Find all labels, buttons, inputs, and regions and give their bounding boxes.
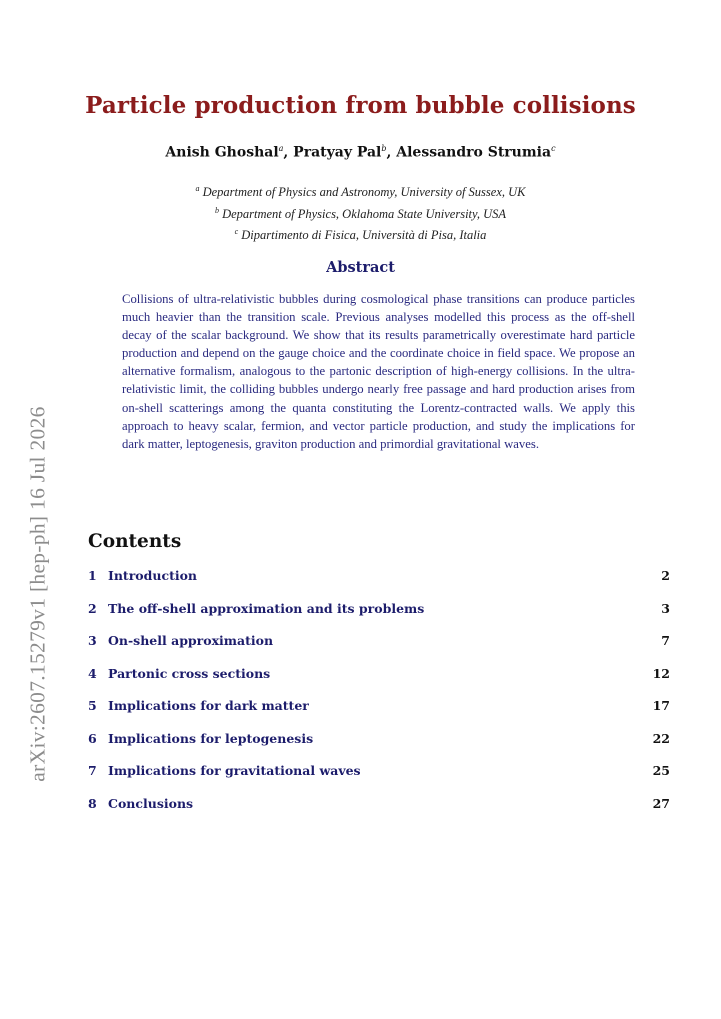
toc-title: Implications for gravitational waves	[108, 763, 361, 778]
toc-entry-gravitational-waves[interactable]	[88, 763, 670, 781]
author-mark: b	[381, 144, 387, 153]
toc-number: 4	[88, 666, 97, 681]
arxiv-stamp-text: arXiv:2607.15279v1 [hep-ph] 16 Jul 2026	[25, 406, 50, 782]
author-mark: c	[551, 144, 556, 153]
affiliation-text: Department of Physics and Astronomy, University of Sussex, UK	[202, 185, 526, 200]
toc-number: 6	[88, 731, 97, 746]
toc-title: The off-shell approximation and its problems	[108, 601, 425, 616]
toc-page: 25	[652, 763, 670, 778]
author-list: Anish Ghoshal$^a$, Pratyay Pal$^b$, Alessandro Strumia$^c$	[165, 144, 556, 161]
author-name: Pratyay Pal	[293, 144, 382, 161]
toc-page: 7	[661, 633, 670, 648]
affiliation-list	[0, 180, 721, 245]
toc-entry-off-shell[interactable]	[88, 601, 670, 619]
affiliation-mark: a	[195, 184, 200, 193]
toc-page: 27	[652, 796, 670, 811]
affiliation-text: Dipartimento di Fisica, Università di Pisa, Italia	[241, 228, 487, 243]
abstract-heading: Abstract	[326, 259, 395, 276]
affiliation-mark: c	[234, 227, 239, 237]
toc-title: Introduction	[108, 568, 198, 583]
toc-title: Implications for dark matter	[108, 698, 309, 713]
toc-entry-conclusions[interactable]	[88, 796, 670, 814]
toc-entry-introduction[interactable]	[88, 568, 670, 586]
toc-number: 8	[88, 796, 97, 811]
toc-page: 3	[661, 601, 670, 616]
author-mark: a	[278, 144, 284, 153]
affiliation	[0, 202, 721, 224]
affiliation	[0, 180, 721, 202]
affiliation-text: Department of Physics, Oklahoma State University, USA	[222, 206, 507, 221]
toc-entry-partonic[interactable]	[88, 666, 670, 684]
toc-title: Partonic cross sections	[108, 666, 271, 681]
toc-page: 2	[661, 568, 670, 583]
toc-number: 7	[88, 763, 97, 778]
author-name: Alessandro Strumia	[396, 144, 552, 161]
toc-entry-leptogenesis[interactable]	[88, 731, 670, 749]
toc-title: On-shell approximation	[108, 633, 274, 648]
toc-number: 1	[88, 568, 97, 583]
arxiv-stamp	[25, 382, 51, 806]
toc-number: 3	[88, 633, 97, 648]
affiliation-mark: b	[214, 205, 219, 215]
toc-title: Conclusions	[108, 796, 194, 811]
abstract-text: Collisions of ultra-relativistic bubbles during cosmological phase transitions can produce particles much heavier than the transition scale. Previous analyses modelled this process as the off-shell decay of the scalar background. We show that its results parametrically overestimate hard particle production and depend on the gauge choice and the coordinate choice in field space. We propose an alternative formalism, analogous to the partonic description of high-energy collisions. In the ultra-relativistic limit, the colliding bubbles undergo nearly free passage and hard production arises from on-shell scatterings among the quanta constituting the Lorentz-contracted walls. We apply this approach to heavy scalar, fermion, and vector particle production, and study the implications for dark matter, leptogenesis, graviton production and primordial gravitational waves.	[122, 292, 635, 451]
toc-page: 12	[652, 666, 670, 681]
toc-number: 2	[88, 601, 97, 616]
contents-heading: Contents	[88, 531, 182, 552]
toc-title: Implications for leptogenesis	[108, 731, 314, 746]
toc-page: 22	[652, 731, 670, 746]
author-name: Anish Ghoshal	[165, 144, 279, 161]
affiliation	[0, 223, 721, 245]
toc-entry-dark-matter[interactable]	[88, 698, 670, 716]
toc-page: 17	[652, 698, 670, 713]
paper-title: Particle production from bubble collisions	[85, 92, 636, 119]
toc-entry-on-shell[interactable]	[88, 633, 670, 651]
toc-number: 5	[88, 698, 97, 713]
